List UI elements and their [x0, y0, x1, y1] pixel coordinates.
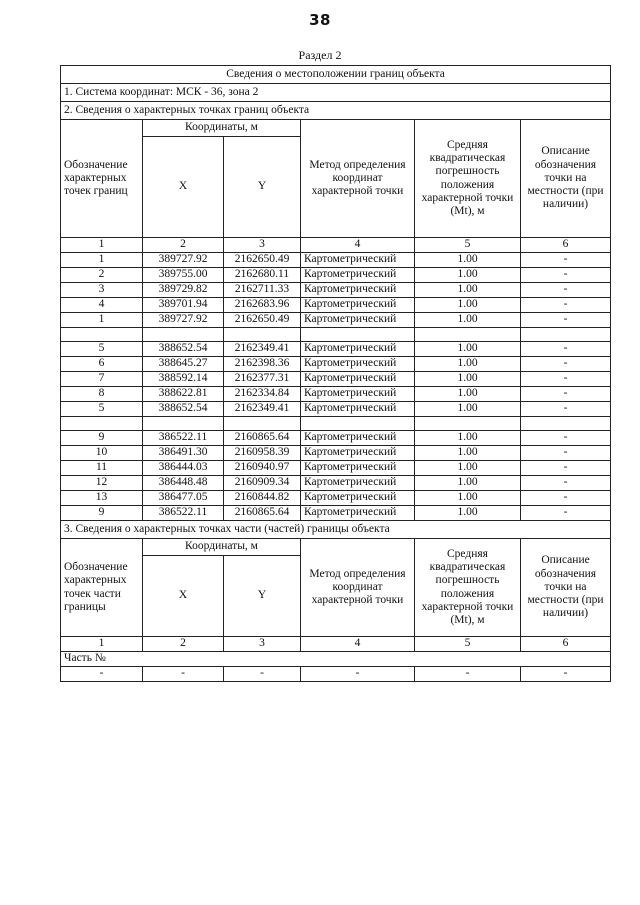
table-cell: 386477.05	[143, 491, 224, 506]
table-cell: 388592.14	[143, 372, 224, 387]
table-cell: 1.00	[415, 372, 521, 387]
column-number: 2	[143, 637, 224, 652]
table-cell: 2162683.96	[224, 298, 301, 313]
table-cell: 386522.11	[143, 431, 224, 446]
table-cell	[224, 417, 301, 431]
group-spacer-row	[61, 328, 611, 342]
table-cell: 2160909.34	[224, 476, 301, 491]
table-cell: 4	[61, 298, 143, 313]
table-cell: 386444.03	[143, 461, 224, 476]
coord-system: 1. Система координат: МСК - 36, зона 2	[61, 84, 611, 102]
part2-header-error: Средняя квадратическая погрешность положения характерной точки (Mt), м	[415, 120, 521, 238]
table-cell: 2162398.36	[224, 357, 301, 372]
table-cell	[61, 417, 143, 431]
table-cell: -	[521, 491, 611, 506]
table-cell: -	[521, 253, 611, 268]
part2-header-y: Y	[224, 137, 301, 238]
column-number: 6	[521, 637, 611, 652]
table-cell: 7	[61, 372, 143, 387]
table-cell: -	[61, 667, 143, 682]
table-title: Сведения о местоположении границ объекта	[61, 66, 611, 84]
column-number: 2	[143, 238, 224, 253]
table-cell: 12	[61, 476, 143, 491]
table-cell: 13	[61, 491, 143, 506]
table-cell: 1.00	[415, 491, 521, 506]
table-row	[61, 461, 611, 476]
table-cell	[415, 328, 521, 342]
part3-empty-row	[61, 667, 611, 682]
part2-header-method: Метод определения координат характерной точки	[301, 120, 415, 238]
table-cell: -	[521, 387, 611, 402]
table-cell: 2162334.84	[224, 387, 301, 402]
table-cell: -	[521, 667, 611, 682]
table-cell: -	[521, 357, 611, 372]
table-cell: Картометрический	[301, 342, 415, 357]
table-cell: 1.00	[415, 476, 521, 491]
table-cell: 1.00	[415, 268, 521, 283]
table-cell: Картометрический	[301, 372, 415, 387]
table-cell: 2160844.82	[224, 491, 301, 506]
part2-title: 2. Сведения о характерных точках границ объекта	[61, 102, 611, 120]
table-cell	[415, 417, 521, 431]
table-cell: 2160940.97	[224, 461, 301, 476]
table-cell: -	[224, 667, 301, 682]
part3-header-coords: Координаты, м	[143, 539, 301, 556]
part3-header-x: X	[143, 556, 224, 637]
part3-header-y: Y	[224, 556, 301, 637]
table-cell	[61, 328, 143, 342]
table-cell: 8	[61, 387, 143, 402]
table-cell: Картометрический	[301, 476, 415, 491]
table-cell: Картометрический	[301, 268, 415, 283]
table-cell: 2	[61, 268, 143, 283]
table-cell: Картометрический	[301, 431, 415, 446]
table-cell: 2162680.11	[224, 268, 301, 283]
table-cell: 1.00	[415, 461, 521, 476]
table-cell: 1.00	[415, 357, 521, 372]
table-cell: 1.00	[415, 506, 521, 521]
table-cell: 2160865.64	[224, 506, 301, 521]
table-row	[61, 402, 611, 417]
table-cell	[143, 417, 224, 431]
table-cell: 2162349.41	[224, 402, 301, 417]
table-row	[61, 446, 611, 461]
table-cell: 1	[61, 313, 143, 328]
table-cell: 1	[61, 253, 143, 268]
table-row	[61, 491, 611, 506]
table-cell: -	[521, 506, 611, 521]
table-cell: 6	[61, 357, 143, 372]
table-cell	[521, 417, 611, 431]
table-cell: 2160958.39	[224, 446, 301, 461]
table-cell: 1.00	[415, 253, 521, 268]
table-cell: -	[521, 283, 611, 298]
table-cell: Картометрический	[301, 461, 415, 476]
column-number: 6	[521, 238, 611, 253]
table-cell: 9	[61, 431, 143, 446]
table-cell: 386491.30	[143, 446, 224, 461]
column-number: 5	[415, 637, 521, 652]
table-cell	[301, 328, 415, 342]
part3-header-designation: Обозначение характерных точек части границы	[61, 539, 143, 637]
table-row	[61, 431, 611, 446]
column-number: 5	[415, 238, 521, 253]
table-cell: 3	[61, 283, 143, 298]
table-cell: Картометрический	[301, 506, 415, 521]
table-cell: 9	[61, 506, 143, 521]
table-row	[61, 313, 611, 328]
column-number: 4	[301, 637, 415, 652]
table-cell: 1.00	[415, 298, 521, 313]
part2-column-numbers	[61, 238, 611, 253]
table-cell: 1.00	[415, 387, 521, 402]
table-cell: -	[521, 431, 611, 446]
table-cell: -	[521, 372, 611, 387]
part3-header-error: Средняя квадратическая погрешность положения характерной точки (Mt), м	[415, 539, 521, 637]
table-row	[61, 476, 611, 491]
table-cell: 5	[61, 402, 143, 417]
table-cell: 2162650.49	[224, 313, 301, 328]
table-cell: 389701.94	[143, 298, 224, 313]
group-spacer-row	[61, 417, 611, 431]
table-row	[61, 268, 611, 283]
page-number: 38	[309, 11, 331, 29]
table-row	[61, 283, 611, 298]
table-row	[61, 342, 611, 357]
table-cell: 5	[61, 342, 143, 357]
table-row	[61, 298, 611, 313]
table-cell: 388652.54	[143, 402, 224, 417]
part3-header-method: Метод определения координат характерной точки	[301, 539, 415, 637]
part3-title: 3. Сведения о характерных точках части (частей) границы объекта	[61, 521, 611, 539]
part2-header-coords: Координаты, м	[143, 120, 301, 137]
column-number: 4	[301, 238, 415, 253]
table-cell: 2162349.41	[224, 342, 301, 357]
table-cell: -	[521, 298, 611, 313]
table-cell: 1.00	[415, 342, 521, 357]
table-row	[61, 253, 611, 268]
table-cell	[143, 328, 224, 342]
column-number: 1	[61, 238, 143, 253]
table-cell: -	[521, 446, 611, 461]
column-number: 1	[61, 637, 143, 652]
table-cell	[301, 417, 415, 431]
table-cell: -	[521, 402, 611, 417]
table-cell: 389729.82	[143, 283, 224, 298]
table-cell: 2162650.49	[224, 253, 301, 268]
column-number: 3	[224, 238, 301, 253]
table-cell	[224, 328, 301, 342]
table-cell: 1.00	[415, 431, 521, 446]
part3-column-numbers	[61, 637, 611, 652]
table-row	[61, 372, 611, 387]
part3-part-label: Часть №	[61, 652, 611, 667]
table-cell: 2162711.33	[224, 283, 301, 298]
table-cell: -	[521, 476, 611, 491]
table-cell: 386448.48	[143, 476, 224, 491]
table-row	[61, 357, 611, 372]
table-row	[61, 387, 611, 402]
table-row	[61, 506, 611, 521]
table-cell: 388652.54	[143, 342, 224, 357]
boundary-table	[60, 65, 611, 682]
part3-header-description: Описание обозначения точки на местности (при наличии)	[521, 539, 611, 637]
table-cell: -	[521, 342, 611, 357]
table-cell: Картометрический	[301, 402, 415, 417]
table-cell: 1.00	[415, 313, 521, 328]
table-cell: 389727.92	[143, 313, 224, 328]
table-cell: 389727.92	[143, 253, 224, 268]
table-cell: Картометрический	[301, 298, 415, 313]
table-cell: -	[521, 461, 611, 476]
table-cell: -	[301, 667, 415, 682]
part2-header-designation: Обозначение характерных точек границ	[61, 120, 143, 238]
table-cell: 388645.27	[143, 357, 224, 372]
table-cell: Картометрический	[301, 253, 415, 268]
column-number: 3	[224, 637, 301, 652]
table-cell: 1.00	[415, 402, 521, 417]
table-cell: 2160865.64	[224, 431, 301, 446]
table-cell: -	[415, 667, 521, 682]
table-cell: 389755.00	[143, 268, 224, 283]
table-cell: Картометрический	[301, 357, 415, 372]
table-cell: Картометрический	[301, 387, 415, 402]
table-cell: 1.00	[415, 446, 521, 461]
table-cell: 11	[61, 461, 143, 476]
table-cell	[521, 328, 611, 342]
table-cell: 2162377.31	[224, 372, 301, 387]
part2-header-description: Описание обозначения точки на местности (при наличии)	[521, 120, 611, 238]
table-cell: Картометрический	[301, 446, 415, 461]
table-cell: Картометрический	[301, 283, 415, 298]
table-cell: 388622.81	[143, 387, 224, 402]
table-cell: Картометрический	[301, 491, 415, 506]
section-title: Раздел 2	[298, 48, 342, 62]
table-cell: -	[521, 268, 611, 283]
part2-header-x: X	[143, 137, 224, 238]
table-cell: 10	[61, 446, 143, 461]
table-cell: Картометрический	[301, 313, 415, 328]
table-cell: -	[521, 313, 611, 328]
table-cell: 1.00	[415, 283, 521, 298]
table-cell: -	[143, 667, 224, 682]
table-cell: 386522.11	[143, 506, 224, 521]
